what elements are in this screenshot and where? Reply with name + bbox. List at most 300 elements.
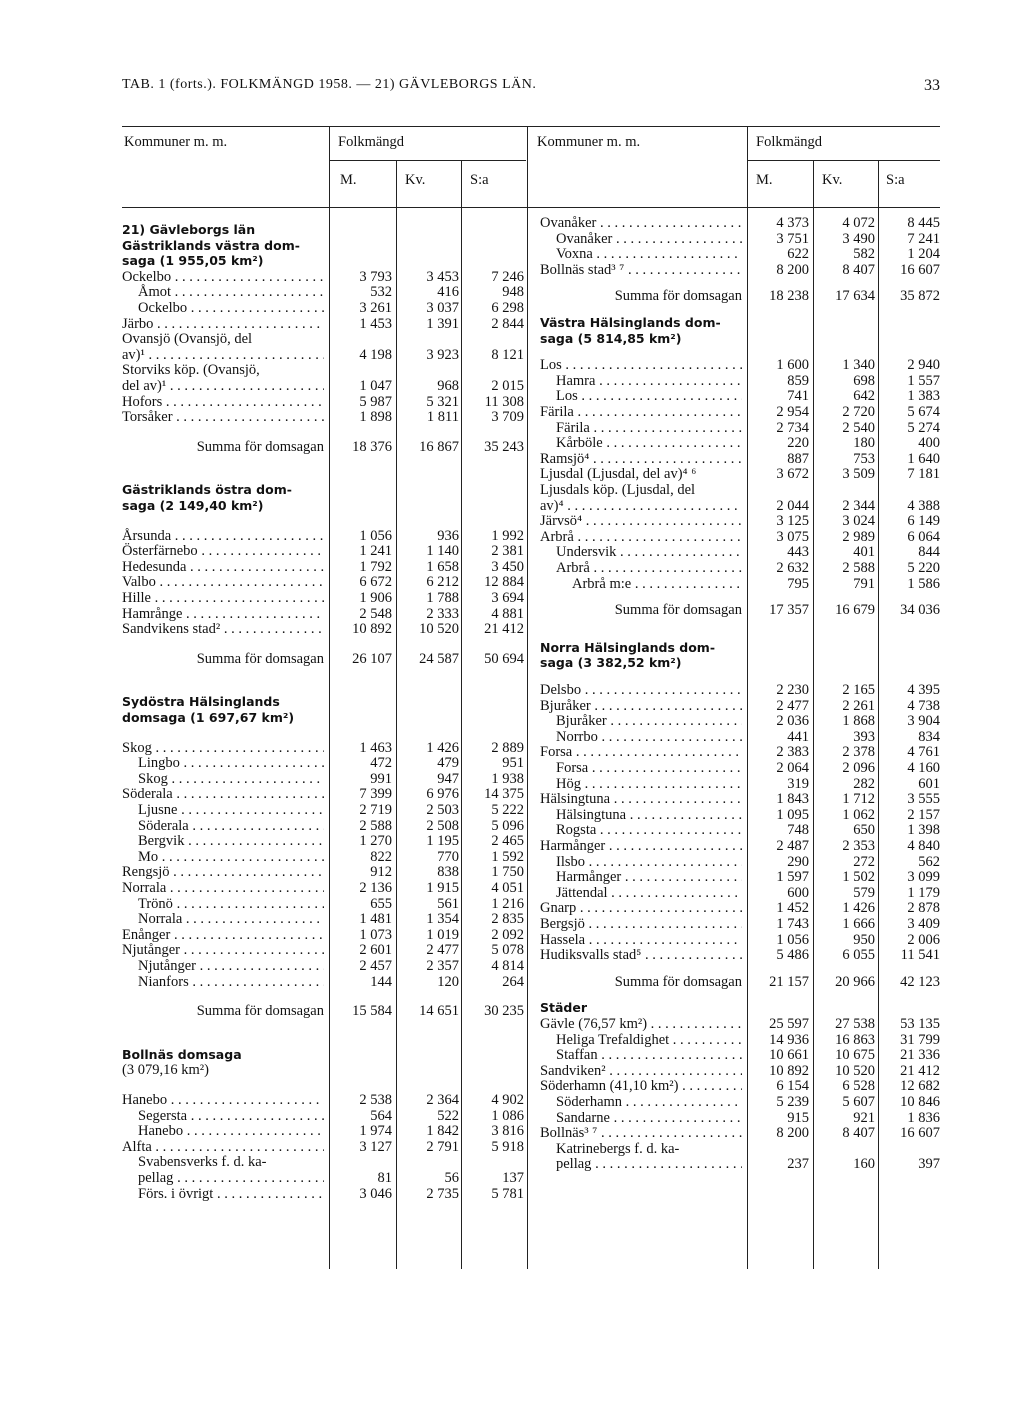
row-label: Sandviken² . . . bbox=[540, 1063, 742, 1079]
value-sa: 2 006 bbox=[907, 931, 940, 948]
header-bottom-rule bbox=[122, 207, 940, 208]
kv-header-right: Kv. bbox=[822, 172, 843, 188]
value-sa: 2 878 bbox=[907, 900, 940, 917]
value-m: 2 538 bbox=[359, 1092, 392, 1108]
table-row bbox=[0, 807, 1024, 823]
value-kv: 2 720 bbox=[842, 404, 875, 420]
value-m: 8 200 bbox=[776, 261, 809, 278]
row-label: Torsåker . . . bbox=[122, 409, 324, 425]
value-m: 1 463 bbox=[359, 739, 392, 756]
value-kv: 1 788 bbox=[426, 590, 459, 606]
value-sa: 1 179 bbox=[907, 884, 940, 901]
value-sa: 11 541 bbox=[900, 947, 940, 964]
value-sa: 5 222 bbox=[491, 802, 524, 818]
table-row bbox=[0, 838, 1024, 854]
table-row bbox=[0, 682, 1024, 698]
value-m: 4 373 bbox=[776, 215, 809, 231]
value-kv: 1 915 bbox=[426, 880, 459, 896]
value-sa: 5 078 bbox=[491, 942, 524, 959]
value-m: 4 198 bbox=[359, 346, 392, 363]
value-m: 991 bbox=[370, 770, 392, 787]
value-kv: 2 540 bbox=[842, 419, 875, 436]
value-m: 3 046 bbox=[359, 1185, 392, 1202]
value-sa: 1 204 bbox=[907, 246, 940, 263]
value-sa: 11 308 bbox=[484, 393, 524, 410]
row-label: Söderhamn (41,10 km²) . . . bbox=[540, 1078, 742, 1094]
row-label: Norra Hälsinglands dom- bbox=[540, 639, 716, 655]
value-sa: 6 064 bbox=[907, 528, 940, 545]
value-m: 915 bbox=[787, 1109, 809, 1126]
row-label: Summa för domsagan bbox=[196, 650, 324, 667]
row-label: Summa för domsagan bbox=[614, 288, 742, 305]
value-m: 81 bbox=[377, 1170, 392, 1186]
value-sa: 21 412 bbox=[900, 1062, 940, 1079]
value-sa: 5 274 bbox=[907, 419, 940, 436]
row-label: Hälsingtuna . . . bbox=[540, 791, 742, 807]
value-m: 2 383 bbox=[776, 744, 809, 761]
value-sa: 8 121 bbox=[491, 346, 524, 363]
value-sa: 5 220 bbox=[907, 560, 940, 576]
row-label: av)¹ . . . bbox=[122, 347, 324, 363]
value-m: 5 239 bbox=[776, 1094, 809, 1110]
value-m: 2 477 bbox=[776, 697, 809, 714]
value-m: 564 bbox=[370, 1107, 392, 1124]
value-kv: 24 587 bbox=[419, 650, 459, 667]
value-kv: 5 607 bbox=[842, 1094, 875, 1110]
value-m: 3 127 bbox=[359, 1138, 392, 1155]
summary-row bbox=[0, 288, 1024, 304]
row-label: Åmot . . . bbox=[138, 284, 324, 300]
value-kv: 838 bbox=[437, 864, 459, 881]
row-label: saga (2 149,40 km²) bbox=[122, 498, 264, 513]
value-sa: 4 902 bbox=[491, 1092, 524, 1108]
row-label: Hedesunda . . . bbox=[122, 559, 324, 575]
table-row bbox=[0, 1032, 1024, 1048]
row-label: Söderala . . . bbox=[122, 786, 324, 802]
value-sa: 2 844 bbox=[491, 315, 524, 332]
value-sa: 3 450 bbox=[491, 558, 524, 575]
row-label: Ljusdals köp. (Ljusdal, del bbox=[540, 482, 696, 498]
row-label: Bollnäs³ ⁷ . . . bbox=[540, 1125, 742, 1141]
value-m: 3 793 bbox=[359, 268, 392, 285]
value-m: 2 601 bbox=[359, 942, 392, 959]
table-row bbox=[0, 1078, 1024, 1094]
value-kv: 8 407 bbox=[842, 261, 875, 278]
value-sa: 3 555 bbox=[907, 791, 940, 808]
row-label: Ramsjö⁴ . . . bbox=[540, 451, 742, 467]
row-label: Färila . . . bbox=[540, 404, 742, 420]
value-kv: 180 bbox=[853, 435, 875, 452]
value-m: 2 487 bbox=[776, 838, 809, 854]
value-sa: 2 092 bbox=[491, 926, 524, 943]
table-row bbox=[0, 513, 1024, 529]
table-row bbox=[0, 576, 1024, 592]
table-row bbox=[0, 760, 1024, 776]
row-label: Arbrå . . . bbox=[556, 560, 742, 576]
value-m: 26 107 bbox=[352, 650, 392, 667]
row-label: Gästriklands östra dom- bbox=[122, 482, 292, 498]
table-row bbox=[0, 885, 1024, 901]
value-kv: 3 490 bbox=[842, 230, 875, 247]
value-kv: 5 321 bbox=[426, 393, 459, 410]
value-m: 1 241 bbox=[359, 543, 392, 560]
section-heading bbox=[0, 640, 1024, 656]
row-label: Summa för domsagan bbox=[196, 1003, 324, 1020]
value-sa: 8 445 bbox=[907, 215, 940, 231]
table-row bbox=[0, 822, 1024, 838]
value-kv: 1 712 bbox=[842, 791, 875, 808]
row-label: Järvsö⁴ . . . bbox=[540, 513, 742, 529]
value-m: 2 954 bbox=[776, 404, 809, 420]
value-m: 17 357 bbox=[769, 602, 809, 619]
value-kv: 1 426 bbox=[842, 900, 875, 917]
row-label: Alfta . . . bbox=[122, 1139, 324, 1155]
value-kv: 1 340 bbox=[842, 357, 875, 374]
value-kv: 579 bbox=[853, 884, 875, 901]
row-label: Västra Hälsinglands dom- bbox=[540, 315, 721, 330]
value-m: 2 136 bbox=[359, 880, 392, 896]
row-label: Ljusne . . . bbox=[138, 802, 324, 818]
value-sa: 1 557 bbox=[907, 372, 940, 389]
table-row bbox=[0, 1156, 1024, 1172]
value-sa: 6 298 bbox=[491, 300, 524, 316]
row-label: saga (3 382,52 km²) bbox=[540, 655, 682, 671]
row-label: pellag . . . bbox=[138, 1170, 324, 1186]
row-label: 21) Gävleborgs län bbox=[122, 222, 256, 237]
value-sa: 264 bbox=[502, 973, 524, 990]
value-m: 1 481 bbox=[359, 911, 392, 928]
value-m: 795 bbox=[787, 575, 809, 592]
row-label: Söderala . . . bbox=[138, 818, 324, 834]
value-kv: 522 bbox=[437, 1107, 459, 1124]
table-row bbox=[0, 420, 1024, 436]
table-row bbox=[0, 1094, 1024, 1110]
value-sa: 1 592 bbox=[491, 848, 524, 865]
value-sa: 1 938 bbox=[491, 770, 524, 787]
kommuner-header: Kommuner m. m. bbox=[124, 134, 228, 150]
value-kv: 10 520 bbox=[835, 1062, 875, 1079]
row-label: domsaga (1 697,67 km²) bbox=[122, 710, 295, 725]
row-label: Jättendal . . . bbox=[556, 885, 742, 901]
value-sa: 21 336 bbox=[900, 1047, 940, 1064]
value-m: 290 bbox=[787, 853, 809, 870]
value-kv: 10 675 bbox=[835, 1047, 875, 1064]
value-m: 2 588 bbox=[359, 817, 392, 834]
table-row bbox=[0, 451, 1024, 467]
table-row bbox=[0, 698, 1024, 714]
value-sa: 7 181 bbox=[907, 466, 940, 483]
value-kv: 1 666 bbox=[842, 916, 875, 932]
value-sa: 4 051 bbox=[491, 880, 524, 896]
table-row bbox=[0, 947, 1024, 963]
value-sa: 14 375 bbox=[484, 786, 524, 803]
value-kv: 2 261 bbox=[842, 697, 875, 714]
value-sa: 4 840 bbox=[907, 838, 940, 854]
page-number: 33 bbox=[924, 77, 940, 94]
value-m: 1 056 bbox=[359, 527, 392, 544]
value-m: 532 bbox=[370, 284, 392, 301]
value-sa: 137 bbox=[502, 1170, 524, 1186]
value-kv: 1 811 bbox=[426, 409, 459, 426]
row-label: Sydöstra Hälsinglands bbox=[122, 694, 280, 710]
value-sa: 397 bbox=[918, 1156, 940, 1173]
value-m: 2 064 bbox=[776, 760, 809, 776]
value-kv: 1 426 bbox=[426, 739, 459, 756]
value-sa: 1 992 bbox=[491, 527, 524, 544]
value-sa: 16 607 bbox=[900, 261, 940, 278]
table-row bbox=[0, 729, 1024, 745]
row-label: Gävle (76,57 km²) . . . bbox=[540, 1016, 742, 1032]
row-label: Hassela . . . bbox=[540, 932, 742, 948]
table-row bbox=[0, 854, 1024, 870]
row-label: Norrala . . . bbox=[138, 911, 324, 927]
value-sa: 2 157 bbox=[907, 806, 940, 823]
row-label: Storviks köp. (Ovansjö, bbox=[122, 362, 260, 379]
value-sa: 7 241 bbox=[907, 230, 940, 247]
m-header-right: M. bbox=[756, 172, 773, 188]
row-label: Undersvik . . . bbox=[556, 544, 742, 560]
table-row bbox=[0, 1016, 1024, 1032]
value-sa: 4 160 bbox=[907, 760, 940, 776]
folkmangd-header-right: Folkmängd bbox=[756, 134, 823, 150]
value-sa: 400 bbox=[918, 435, 940, 452]
row-label: Österfärnebo . . . bbox=[122, 543, 324, 559]
table-row bbox=[0, 357, 1024, 373]
sa-header: S:a bbox=[470, 172, 489, 188]
value-kv: 416 bbox=[437, 284, 459, 301]
row-label: Summa för domsagan bbox=[614, 602, 742, 619]
table-row bbox=[0, 373, 1024, 389]
page-header bbox=[122, 77, 940, 99]
top-rule bbox=[122, 126, 940, 127]
value-kv: 2 508 bbox=[426, 817, 459, 834]
row-label: Njutånger . . . bbox=[138, 958, 324, 974]
value-sa: 12 884 bbox=[484, 574, 524, 591]
value-kv: 791 bbox=[853, 575, 875, 592]
value-kv: 272 bbox=[853, 853, 875, 870]
value-m: 1 073 bbox=[359, 926, 392, 943]
value-sa: 2 889 bbox=[491, 739, 524, 756]
subheader-rule-left bbox=[330, 160, 526, 161]
row-label: Arbrå . . . bbox=[540, 529, 742, 545]
value-m: 1 974 bbox=[359, 1123, 392, 1140]
row-label: Bergvik . . . bbox=[138, 833, 324, 849]
value-m: 1 600 bbox=[776, 357, 809, 374]
value-kv: 582 bbox=[853, 246, 875, 263]
table-row bbox=[0, 544, 1024, 560]
value-sa: 834 bbox=[918, 728, 940, 745]
table-row bbox=[0, 388, 1024, 404]
value-kv: 561 bbox=[437, 895, 459, 912]
value-kv: 14 651 bbox=[419, 1003, 459, 1020]
value-m: 1 270 bbox=[359, 833, 392, 850]
row-label: Bollnäs stad³ ⁷ . . . bbox=[540, 262, 742, 278]
row-label: Städer bbox=[540, 1000, 588, 1016]
value-m: 1 453 bbox=[359, 315, 392, 332]
value-sa: 3 904 bbox=[907, 713, 940, 730]
value-m: 1 452 bbox=[776, 900, 809, 917]
row-label: Ilsbo . . . bbox=[556, 854, 742, 870]
value-sa: 21 412 bbox=[484, 621, 524, 638]
value-sa: 1 383 bbox=[907, 388, 940, 405]
value-m: 822 bbox=[370, 848, 392, 865]
table-row bbox=[0, 466, 1024, 482]
m-header: M. bbox=[340, 172, 357, 188]
row-label: Nianfors . . . bbox=[138, 974, 324, 990]
table-row bbox=[0, 932, 1024, 948]
value-sa: 2 381 bbox=[491, 543, 524, 560]
value-m: 655 bbox=[370, 895, 392, 912]
value-sa: 1 836 bbox=[907, 1109, 940, 1126]
value-m: 2 632 bbox=[776, 560, 809, 576]
value-sa: 5 674 bbox=[907, 404, 940, 420]
value-sa: 31 799 bbox=[900, 1031, 940, 1048]
value-kv: 20 966 bbox=[835, 973, 875, 990]
value-kv: 8 407 bbox=[842, 1125, 875, 1142]
value-kv: 16 679 bbox=[835, 602, 875, 619]
value-sa: 7 246 bbox=[491, 268, 524, 285]
row-label: Gnarp . . . bbox=[540, 900, 742, 916]
value-m: 1 056 bbox=[776, 931, 809, 948]
row-label: Kårböle . . . bbox=[556, 435, 742, 451]
row-label: Ovanåker . . . bbox=[540, 215, 742, 231]
value-sa: 1 586 bbox=[907, 575, 940, 592]
table-row bbox=[0, 498, 1024, 514]
row-label: saga (1 955,05 km²) bbox=[122, 253, 264, 269]
row-label: Hanebo . . . bbox=[138, 1123, 324, 1139]
value-m: 441 bbox=[787, 728, 809, 745]
value-sa: 12 682 bbox=[900, 1078, 940, 1095]
value-kv: 4 072 bbox=[842, 215, 875, 231]
value-sa: 4 395 bbox=[907, 682, 940, 698]
value-kv: 770 bbox=[437, 848, 459, 865]
value-sa: 4 738 bbox=[907, 697, 940, 714]
row-label: (3 079,16 km²) bbox=[122, 1062, 209, 1079]
value-m: 1 792 bbox=[359, 558, 392, 575]
value-kv: 2 357 bbox=[426, 958, 459, 974]
row-label: Förs. i övrigt . . . bbox=[138, 1186, 324, 1202]
value-kv: 2 588 bbox=[842, 560, 875, 576]
value-kv: 27 538 bbox=[835, 1016, 875, 1032]
value-kv: 1 354 bbox=[426, 911, 459, 928]
value-kv: 1 391 bbox=[426, 315, 459, 332]
value-m: 2 548 bbox=[359, 605, 392, 622]
value-kv: 1 658 bbox=[426, 558, 459, 575]
value-m: 622 bbox=[787, 246, 809, 263]
value-m: 18 376 bbox=[352, 438, 392, 455]
row-label: Skog . . . bbox=[138, 771, 324, 787]
value-m: 2 036 bbox=[776, 713, 809, 730]
table-row bbox=[0, 529, 1024, 545]
value-sa: 844 bbox=[918, 544, 940, 561]
value-m: 1 047 bbox=[359, 378, 392, 394]
table-row bbox=[0, 744, 1024, 760]
value-m: 887 bbox=[787, 450, 809, 467]
row-label: Arbrå m:e . . . bbox=[572, 576, 742, 592]
value-sa: 2 835 bbox=[491, 911, 524, 928]
value-m: 10 892 bbox=[352, 621, 392, 638]
row-label: Trönö . . . bbox=[138, 896, 324, 912]
value-m: 472 bbox=[370, 755, 392, 772]
table-row bbox=[0, 435, 1024, 451]
value-sa: 948 bbox=[502, 284, 524, 301]
value-m: 5 486 bbox=[776, 947, 809, 964]
value-sa: 4 761 bbox=[907, 744, 940, 761]
value-sa: 601 bbox=[918, 775, 940, 792]
row-label: Ljusdal (Ljusdal, del av)⁴ ⁶ bbox=[540, 466, 697, 483]
table-row bbox=[0, 1107, 1024, 1126]
value-kv: 698 bbox=[853, 372, 875, 389]
value-m: 443 bbox=[787, 544, 809, 561]
value-kv: 56 bbox=[444, 1170, 459, 1186]
table-row bbox=[0, 1138, 1024, 1157]
value-m: 1 095 bbox=[776, 806, 809, 823]
value-sa: 10 846 bbox=[900, 1094, 940, 1110]
row-label: Valbo . . . bbox=[122, 574, 324, 590]
value-m: 2 230 bbox=[776, 682, 809, 698]
value-m: 748 bbox=[787, 822, 809, 839]
table-row bbox=[0, 1047, 1024, 1063]
section-heading bbox=[0, 315, 1024, 331]
value-m: 2 457 bbox=[359, 958, 392, 974]
value-kv: 1 140 bbox=[426, 543, 459, 560]
value-sa: 1 216 bbox=[491, 895, 524, 912]
row-label: Hudiksvalls stad⁵ . . . bbox=[540, 947, 742, 963]
section-heading bbox=[0, 1000, 1024, 1016]
value-kv: 1 062 bbox=[842, 806, 875, 823]
row-label: Järbo . . . bbox=[122, 316, 324, 332]
row-label: Mo . . . bbox=[138, 849, 324, 865]
row-label: Njutånger . . . bbox=[122, 942, 324, 958]
table-title: TAB. 1 (forts.). FOLKMÄNGD 1958. — 21) GÄVLEBORGS LÄN. bbox=[122, 77, 537, 92]
subheader-rule-right bbox=[748, 160, 940, 161]
row-label: Bjuråker . . . bbox=[556, 713, 742, 729]
table-row bbox=[0, 791, 1024, 807]
row-label: Hofors . . . bbox=[122, 394, 324, 410]
value-kv: 642 bbox=[853, 388, 875, 405]
row-label: del av)¹ . . . bbox=[122, 378, 324, 394]
kommuner-header-right: Kommuner m. m. bbox=[537, 134, 641, 150]
row-label: Svabensverks f. d. ka- bbox=[138, 1154, 267, 1171]
value-kv: 921 bbox=[853, 1109, 875, 1126]
table-row bbox=[0, 1125, 1024, 1141]
value-sa: 3 409 bbox=[907, 916, 940, 932]
row-label: Summa för domsagan bbox=[614, 973, 742, 990]
value-kv: 16 867 bbox=[419, 438, 459, 455]
row-label: Staffan . . . bbox=[556, 1047, 742, 1063]
value-kv: 3 509 bbox=[842, 466, 875, 483]
value-m: 18 238 bbox=[769, 288, 809, 305]
value-m: 220 bbox=[787, 435, 809, 452]
value-kv: 6 976 bbox=[426, 786, 459, 803]
row-label: Harmånger . . . bbox=[540, 838, 742, 854]
value-sa: 3 099 bbox=[907, 869, 940, 886]
value-sa: 4 388 bbox=[907, 497, 940, 514]
table-row bbox=[0, 869, 1024, 885]
value-sa: 1 750 bbox=[491, 864, 524, 881]
value-m: 1 843 bbox=[776, 791, 809, 808]
value-kv: 2 096 bbox=[842, 760, 875, 776]
value-sa: 4 881 bbox=[491, 605, 524, 622]
value-m: 741 bbox=[787, 388, 809, 405]
value-m: 7 399 bbox=[359, 786, 392, 803]
value-m: 2 719 bbox=[359, 802, 392, 818]
row-label: Hamra . . . bbox=[556, 373, 742, 389]
value-m: 237 bbox=[787, 1156, 809, 1173]
kv-header: Kv. bbox=[405, 172, 426, 188]
summary-row bbox=[0, 602, 1024, 618]
row-label: Färila . . . bbox=[556, 420, 742, 436]
